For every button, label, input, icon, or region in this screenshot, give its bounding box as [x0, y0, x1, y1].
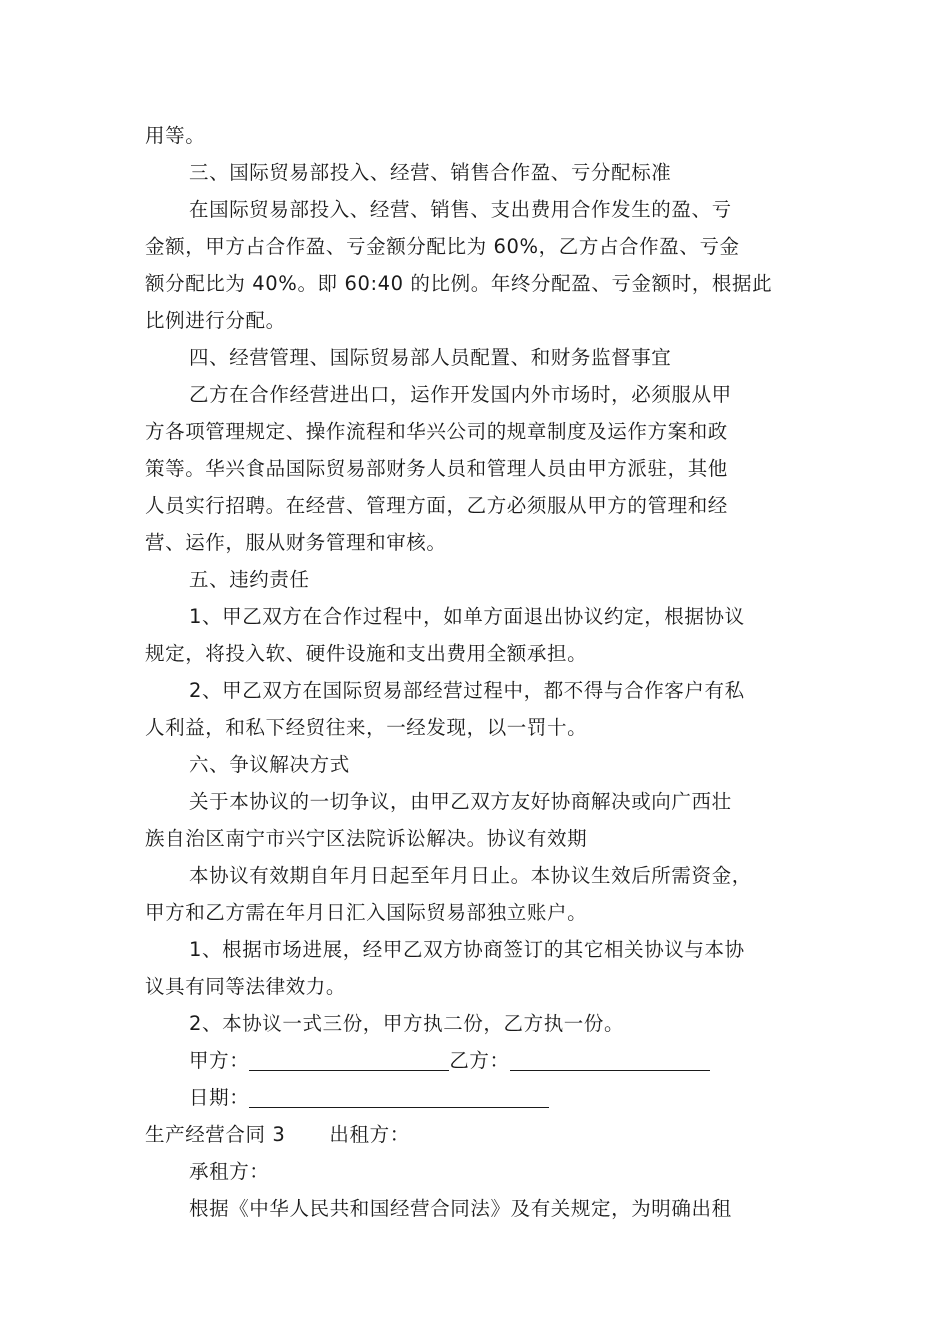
paragraph-line: 人员实行招聘。在经营、管理方面，乙方必须服从甲方的管理和经: [145, 494, 728, 517]
date-label: 日期：: [189, 1086, 250, 1109]
section-heading-6: 六、争议解决方式: [189, 753, 350, 776]
paragraph-line: 关于本协议的一切争议，由甲乙双方友好协商解决或向广西壮: [189, 790, 732, 813]
document-page: [145, 117, 835, 1227]
party-b-signature-blank: [510, 1046, 710, 1071]
contract3-heading-line: [145, 1116, 835, 1153]
paragraph-line: 策等。华兴食品国际贸易部财务人员和管理人员由甲方派驻，其他: [145, 457, 728, 480]
date-blank: [249, 1083, 549, 1108]
paragraph-line: 金额，甲方占合作盈、亏金额分配比为 60%，乙方占合作盈、亏金: [145, 235, 740, 258]
paragraph-line: 规定，将投入软、硬件设施和支出费用全额承担。: [145, 642, 588, 665]
paragraph-line: 根据《中华人民共和国经营合同法》及有关规定，为明确出租: [189, 1197, 732, 1220]
clause-item: 2、本协议一式三份，甲方执二份，乙方执一份。: [189, 1012, 625, 1035]
section-heading-5: 五、违约责任: [189, 568, 310, 591]
section-heading-3: 三、国际贸易部投入、经营、销售合作盈、亏分配标准: [189, 161, 672, 184]
paragraph-line: 营、运作，服从财务管理和审核。: [145, 531, 447, 554]
section-heading-4: 四、经营管理、国际贸易部人员配置、和财务监督事宜: [189, 346, 672, 369]
lessor-label: 出租方：: [329, 1123, 410, 1146]
date-line: [145, 1079, 835, 1116]
party-b-label: 乙方：: [449, 1049, 510, 1072]
party-a-label: 甲方：: [189, 1049, 250, 1072]
lessee-label: 承租方：: [189, 1160, 270, 1183]
clause-item: 1、甲乙双方在合作过程中，如单方面退出协议约定，根据协议: [189, 605, 745, 628]
paragraph-line: 在国际贸易部投入、经营、销售、支出费用合作发生的盈、亏: [189, 198, 732, 221]
clause-item: 1、根据市场进展，经甲乙双方协商签订的其它相关协议与本协: [189, 938, 745, 961]
paragraph-line: 甲方和乙方需在年月日汇入国际贸易部独立账户。: [145, 901, 588, 924]
paragraph-line: 本协议有效期自年月日起至年月日止。本协议生效后所需资金，: [189, 864, 752, 887]
party-a-signature-blank: [249, 1046, 449, 1071]
signature-line: [145, 1042, 835, 1079]
paragraph-line: 方各项管理规定、操作流程和华兴公司的规章制度及运作方案和政: [145, 420, 728, 443]
paragraph-line: 乙方在合作经营进出口，运作开发国内外市场时，必须服从甲: [189, 383, 732, 406]
paragraph-line: 比例进行分配。: [145, 309, 286, 332]
paragraph-line: 额分配比为 40%。即 60:40 的比例。年终分配盈、亏金额时，根据此: [145, 272, 773, 295]
clause-item: 2、甲乙双方在国际贸易部经营过程中，都不得与合作客户有私: [189, 679, 745, 702]
contract3-title: 生产经营合同 3: [145, 1123, 286, 1146]
paragraph-line: 人利益，和私下经贸往来，一经发现，以一罚十。: [145, 716, 588, 739]
paragraph-line: 族自治区南宁市兴宁区法院诉讼解决。协议有效期: [145, 827, 588, 850]
paragraph-line: 议具有同等法律效力。: [145, 975, 347, 998]
paragraph-continuation: 用等。: [145, 124, 206, 147]
